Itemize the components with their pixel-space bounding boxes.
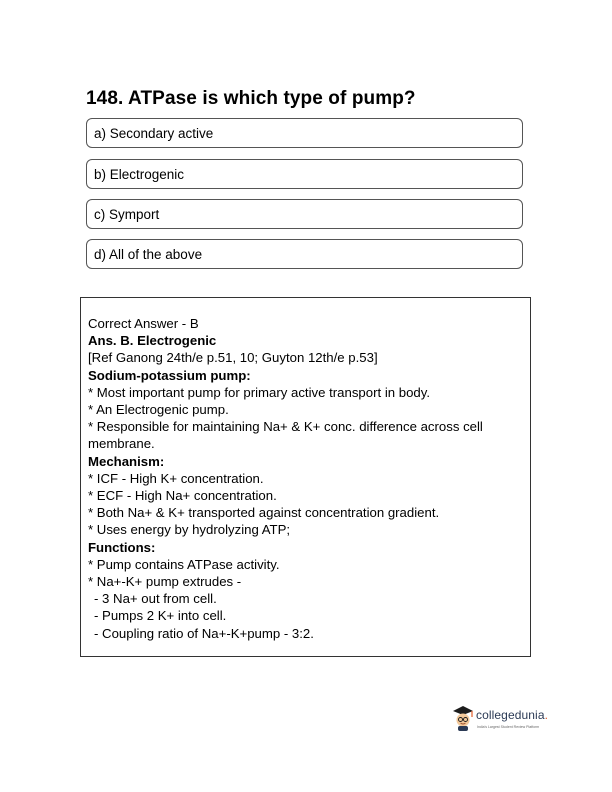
- option-a[interactable]: a) Secondary active: [86, 118, 523, 148]
- functions-subpoint: - 3 Na+ out from cell.: [94, 591, 217, 607]
- pump-point: * Responsible for maintaining Na+ & K+ conc. difference across cell membrane.: [88, 419, 483, 452]
- mechanism-point: * ECF - High Na+ concentration.: [88, 488, 277, 504]
- pump-point: * An Electrogenic pump.: [88, 402, 229, 418]
- functions-point: * Pump contains ATPase activity.: [88, 556, 280, 572]
- mechanism-point: * Both Na+ & K+ transported against concentration gradient.: [88, 505, 440, 521]
- option-b[interactable]: b) Electrogenic: [86, 159, 523, 189]
- question-title: 148. ATPase is which type of pump?: [86, 88, 416, 109]
- brand-tagline: India's Largest Student Review Platform: [477, 725, 540, 729]
- brand-name: collegedunia.: [476, 708, 549, 722]
- mechanism-point: * Uses energy by hydrolyzing ATP;: [88, 522, 291, 538]
- correct-answer-text: Correct Answer - B: [88, 316, 199, 331]
- pump-point: * Most important pump for primary active transport in body.: [88, 384, 431, 400]
- pump-heading: Sodium-potassium pump:: [88, 367, 251, 383]
- functions-point: * Na+-K+ pump extrudes -: [88, 574, 242, 590]
- option-d[interactable]: d) All of the above: [86, 239, 523, 269]
- mechanism-point: * ICF - High K+ concentration.: [88, 470, 264, 486]
- mechanism-heading: Mechanism:: [88, 453, 165, 469]
- reference-text: [Ref Ganong 24th/e p.51, 10; Guyton 12th/e p.53]: [88, 350, 378, 366]
- answer-explanation-box: [80, 297, 531, 657]
- graduate-mascot-icon: [451, 704, 475, 732]
- collegedunia-logo[interactable]: [451, 700, 561, 740]
- functions-subpoint: - Pumps 2 K+ into cell.: [94, 608, 227, 624]
- answer-heading: Ans. B. Electrogenic: [88, 333, 217, 349]
- option-c[interactable]: c) Symport: [86, 199, 523, 229]
- functions-heading: Functions:: [88, 539, 156, 555]
- functions-subpoint: - Coupling ratio of Na+-K+pump - 3:2.: [94, 625, 314, 641]
